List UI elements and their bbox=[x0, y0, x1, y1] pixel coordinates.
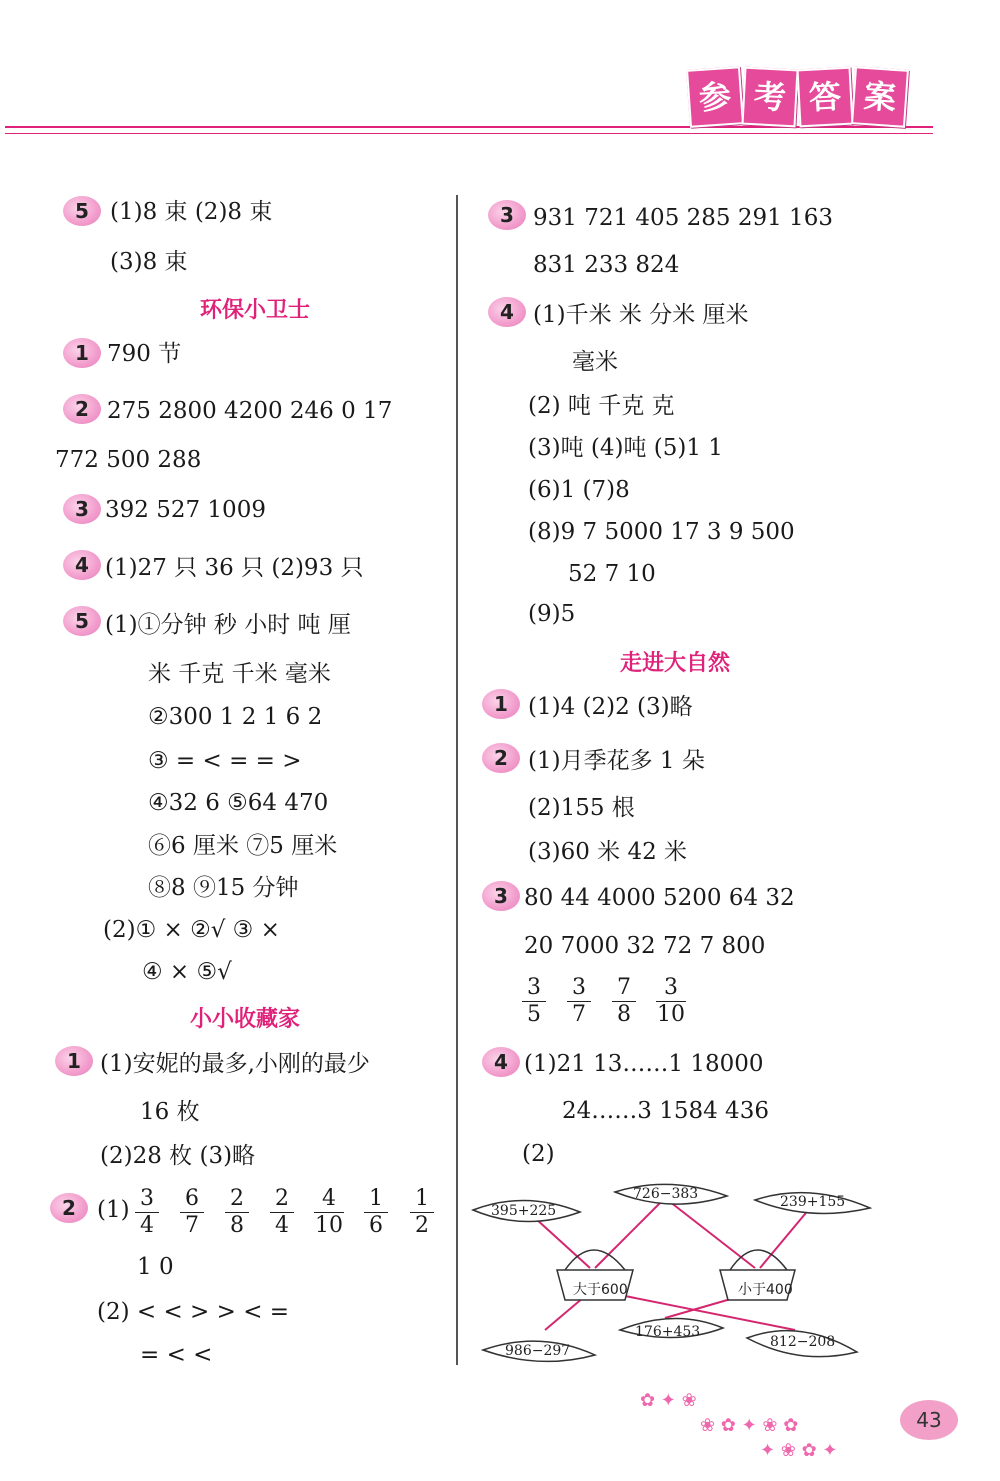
fraction: 1 6 bbox=[362, 1186, 390, 1239]
section-heading: 小小收藏家 bbox=[190, 1007, 301, 1032]
question-badge: 2 bbox=[50, 1193, 88, 1223]
answer-line: (1)①分钟 秒 小时 吨 厘 bbox=[105, 612, 351, 638]
basket-right-label: 小于400 bbox=[738, 1282, 793, 1298]
fraction: 3 10 bbox=[657, 975, 685, 1027]
title-char-2: 考 bbox=[742, 67, 799, 128]
answer-line: (1)月季花多 1 朵 bbox=[528, 748, 705, 774]
answer-line: (2)28 枚 (3)略 bbox=[100, 1143, 256, 1169]
answer-line: (3)60 米 42 米 bbox=[528, 839, 688, 865]
question-badge: 2 bbox=[63, 394, 101, 424]
answer-line: 790 节 bbox=[107, 341, 182, 367]
answer-line: ⑧8 ⑨15 分钟 bbox=[148, 875, 299, 901]
leaf-label: 726−383 bbox=[633, 1186, 699, 1202]
header-rule-thin bbox=[5, 133, 933, 134]
leaf-label: 395+225 bbox=[491, 1203, 557, 1219]
answer-line: 米 千克 千米 毫米 bbox=[148, 661, 331, 687]
leaf-label: 176+453 bbox=[635, 1324, 701, 1340]
fraction: 3 7 bbox=[565, 975, 593, 1028]
section-heading: 走进大自然 bbox=[620, 651, 731, 676]
answer-line: 275 2800 4200 246 0 17 bbox=[107, 398, 393, 424]
star-decoration: ✦ ❀ ✿ ✦ bbox=[760, 1440, 838, 1461]
answer-line: 392 527 1009 bbox=[105, 497, 266, 523]
leaf-label: 986−297 bbox=[505, 1343, 571, 1359]
star-decoration: ✿ ✦ ❀ bbox=[640, 1390, 697, 1411]
matching-diagram bbox=[465, 1170, 885, 1380]
answer-line: (1)4 (2)2 (3)略 bbox=[528, 694, 693, 720]
answer-line: (2) < < > > < = bbox=[97, 1299, 290, 1325]
answer-line: (1)安妮的最多,小刚的最少 bbox=[100, 1051, 370, 1077]
answer-line: (2) 吨 千克 克 bbox=[528, 393, 675, 419]
fraction: 1 2 bbox=[408, 1186, 436, 1239]
fraction: 3 4 bbox=[133, 1186, 161, 1239]
answer-line: 1 0 bbox=[137, 1254, 174, 1280]
title-char-3: 答 bbox=[797, 67, 854, 128]
answer-line: (6)1 (7)8 bbox=[528, 477, 630, 503]
answer-line: 931 721 405 285 291 163 bbox=[533, 205, 833, 231]
answer-line: (3)8 束 bbox=[110, 249, 188, 275]
question-badge: 3 bbox=[482, 881, 520, 911]
question-badge: 1 bbox=[55, 1046, 93, 1076]
star-decoration: ❀ ✿ ✦ ❀ ✿ bbox=[700, 1415, 799, 1436]
answer-line: ⑥6 厘米 ⑦5 厘米 bbox=[148, 833, 338, 859]
question-badge: 5 bbox=[63, 606, 101, 636]
answer-line: (1)千米 米 分米 厘米 bbox=[533, 302, 749, 328]
answer-line: (1)27 只 36 只 (2)93 只 bbox=[105, 555, 364, 581]
answer-line: (9)5 bbox=[528, 601, 576, 627]
answer-line: (1)8 束 (2)8 束 bbox=[110, 199, 273, 225]
question-badge: 4 bbox=[63, 550, 101, 580]
question-badge: 2 bbox=[482, 743, 520, 773]
question-badge: 3 bbox=[488, 200, 526, 230]
answer-line: (3)吨 (4)吨 (5)1 1 bbox=[528, 435, 723, 461]
fraction: 2 4 bbox=[268, 1186, 296, 1239]
question-badge: 1 bbox=[482, 689, 520, 719]
question-badge: 4 bbox=[488, 297, 526, 327]
fraction: 4 10 bbox=[315, 1186, 343, 1238]
answer-line: ④ × ⑤√ bbox=[142, 959, 232, 985]
answer-line: (8)9 7 5000 17 3 9 500 bbox=[528, 519, 795, 545]
answer-line: 20 7000 32 72 7 800 bbox=[524, 933, 766, 959]
answer-line: (2)① × ②√ ③ × bbox=[103, 917, 280, 943]
question-badge: 4 bbox=[482, 1047, 520, 1077]
answer-line: 16 枚 bbox=[140, 1099, 200, 1125]
title-char-4: 案 bbox=[851, 66, 909, 128]
leaf-label: 812−208 bbox=[770, 1334, 836, 1350]
page-number: 43 bbox=[900, 1400, 958, 1440]
answer-line: ④32 6 ⑤64 470 bbox=[148, 790, 329, 816]
fraction: 7 8 bbox=[610, 975, 638, 1028]
fraction: 2 8 bbox=[223, 1186, 251, 1239]
fraction: 6 7 bbox=[178, 1186, 206, 1239]
answer-line: 毫米 bbox=[572, 349, 618, 375]
answer-line: 24……3 1584 436 bbox=[562, 1098, 769, 1124]
section-heading: 环保小卫士 bbox=[200, 298, 311, 323]
title-char-1: 参 bbox=[686, 66, 744, 128]
question-badge: 3 bbox=[63, 494, 101, 524]
answer-line: 52 7 10 bbox=[568, 561, 656, 587]
question-badge: 1 bbox=[63, 338, 101, 368]
answer-line: 831 233 824 bbox=[533, 252, 680, 278]
answer-line: 80 44 4000 5200 64 32 bbox=[524, 885, 795, 911]
question-badge: 5 bbox=[63, 196, 101, 226]
answer-line: (2) bbox=[522, 1141, 555, 1167]
answer-line: 772 500 288 bbox=[55, 447, 202, 473]
answer-line: = < < bbox=[140, 1342, 213, 1368]
answer-line: (1)21 13……1 18000 bbox=[524, 1051, 764, 1077]
answer-line: ②300 1 2 1 6 2 bbox=[148, 704, 323, 730]
answer-line: (2)155 根 bbox=[528, 795, 635, 821]
leaf-label: 239+155 bbox=[780, 1194, 846, 1210]
answer-line: (1) bbox=[97, 1197, 130, 1223]
answer-line: ③ = < = = > bbox=[148, 748, 302, 774]
basket-left-label: 大于600 bbox=[573, 1282, 628, 1298]
fraction: 3 5 bbox=[520, 975, 548, 1028]
column-divider bbox=[456, 195, 458, 1365]
connector-lines bbox=[535, 1198, 810, 1330]
